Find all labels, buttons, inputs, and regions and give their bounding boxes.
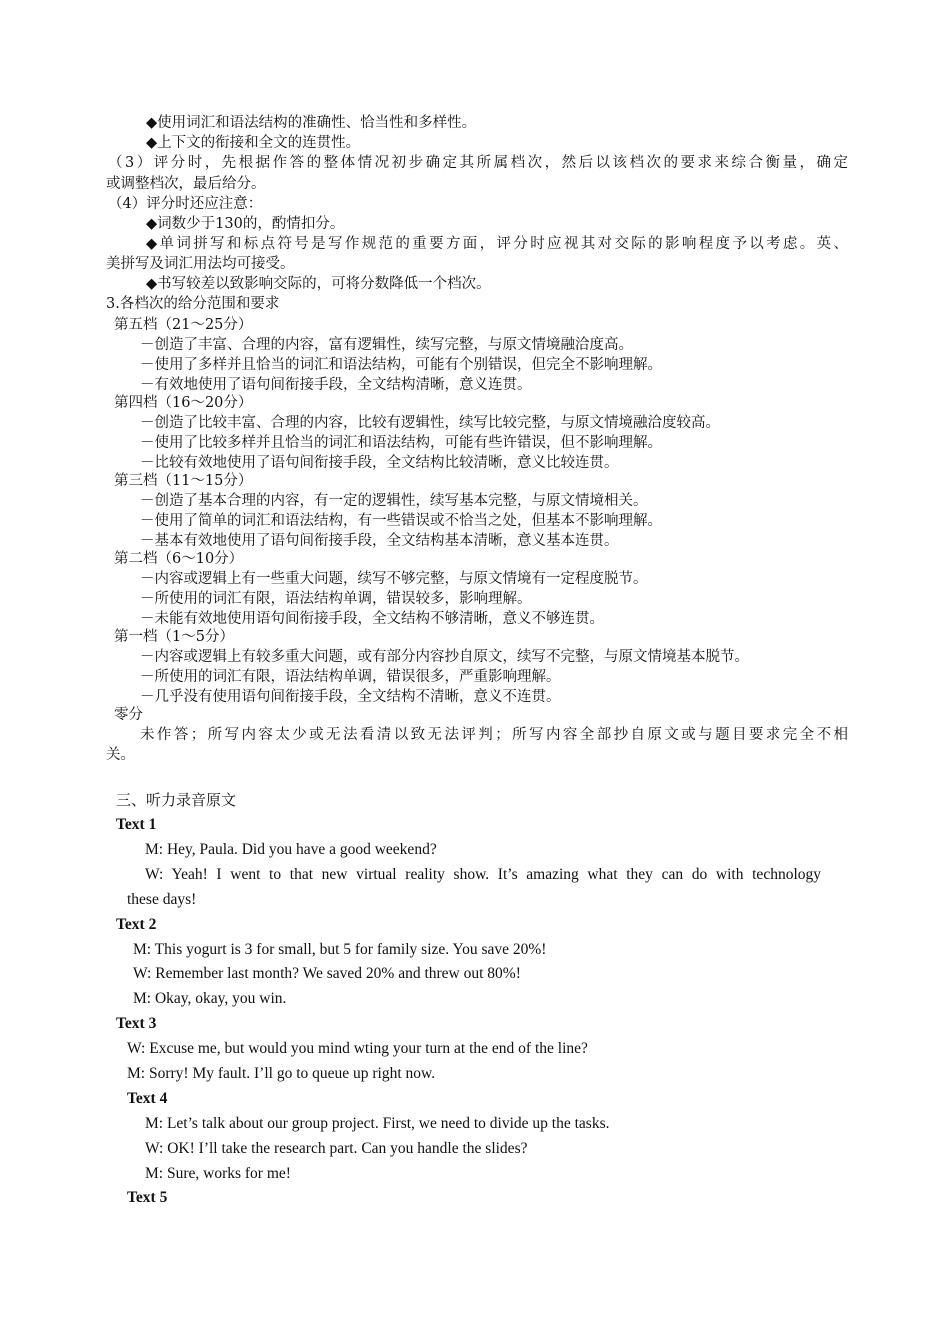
grade-item: －创造了基本合理的内容，有一定的逻辑性，续写基本完整，与原文情境相关。: [140, 493, 648, 509]
criteria-line: ◆词数少于130的，酌情扣分。: [146, 216, 345, 232]
grade-title: 第四档（16～20分）: [114, 395, 253, 411]
dialogue-line: M: This yogurt is 3 for small, but 5 for family size. You save 20%!: [133, 941, 547, 958]
listening-heading: 三、听力录音原文: [116, 791, 237, 809]
dialogue-line: W: OK! I’ll take the research part. Can you handle the slides?: [145, 1140, 528, 1157]
text-title: Text 5: [127, 1189, 168, 1206]
grades-heading: 3.各档次的给分范围和要求: [106, 296, 280, 312]
dialogue-line: W: Remember last month? We saved 20% and threw out 80%!: [133, 965, 521, 982]
grade-item: －有效地使用了语句间衔接手段，全文结构清晰，意义连贯。: [140, 377, 532, 393]
grade-item: －使用了比较多样并且恰当的词汇和语法结构，可能有些许错误，但不影响理解。: [140, 435, 662, 451]
grade-item: －未能有效地使用语句间衔接手段，全文结构不够清晰，意义不够连贯。: [140, 611, 604, 627]
grade-item: －内容或逻辑上有较多重大问题，或有部分内容抄自原文，续写不完整，与原文情境基本脱节。: [140, 649, 749, 665]
text-title: Text 3: [116, 1015, 157, 1032]
grade-item: －使用了简单的词汇和语法结构，有一些错误或不恰当之处，但基本不影响理解。: [140, 513, 662, 529]
dialogue-line: W: Excuse me, but would you mind wting your turn at the end of the line?: [127, 1040, 588, 1057]
criteria-line: ◆书写较差以致影响交际的，可将分数降低一个档次。: [146, 276, 491, 292]
dialogue-line: M: Sorry! My fault. I’ll go to queue up right now.: [127, 1065, 436, 1082]
grade-item: －所使用的词汇有限，语法结构单调，错误很多，严重影响理解。: [140, 669, 561, 685]
criteria-line: ◆上下文的衔接和全文的连贯性。: [146, 135, 361, 151]
dialogue-line: W: Yeah! I went to that new virtual reality show. It’s amazing what they can do with technology: [145, 866, 821, 883]
grade-title: 第一档（1～5分）: [114, 629, 234, 645]
criteria-line: ◆使用词汇和语法结构的准确性、恰当性和多样性。: [146, 115, 477, 131]
criteria-line: ◆单词拼写和标点符号是写作规范的重要方面，评分时应视其对交际的影响程度予以考虑。英、: [146, 236, 848, 252]
grade-title: 第五档（21～25分）: [114, 317, 253, 333]
grade-item: －创造了比较丰富、合理的内容，比较有逻辑性，续写比较完整，与原文情境融洽度较高。: [140, 415, 720, 431]
grade-item: －使用了多样并且恰当的词汇和语法结构，可能有个别错误，但完全不影响理解。: [140, 357, 662, 373]
dialogue-line: M: Hey, Paula. Did you have a good weekend?: [145, 841, 437, 858]
criteria-point-3: （3）评分时，先根据作答的整体情况初步确定其所属档次，然后以该档次的要求来综合衡量，确定: [108, 155, 848, 171]
grade-title: 零分: [114, 707, 143, 723]
grade-item: －基本有效地使用了语句间衔接手段，全文结构基本清晰，意义基本连贯。: [140, 533, 619, 549]
dialogue-line: M: Okay, okay, you win.: [133, 990, 287, 1007]
text-title: Text 2: [116, 916, 157, 933]
dialogue-line: M: Let’s talk about our group project. First, we need to divide up the tasks.: [145, 1115, 610, 1132]
criteria-point-3-cont: 或调整档次，最后给分。: [106, 176, 266, 192]
criteria-point-4: （4）评分时还应注意：: [108, 196, 263, 212]
grade-zero-text-cont: 关。: [106, 747, 135, 763]
grade-item: －内容或逻辑上有一些重大问题，续写不够完整，与原文情境有一定程度脱节。: [140, 571, 648, 587]
dialogue-line-cont: these days!: [127, 891, 197, 908]
grade-title: 第三档（11～15分）: [114, 473, 253, 489]
grade-item: －几乎没有使用语句间衔接手段，全文结构不清晰，意义不连贯。: [140, 689, 561, 705]
criteria-line-cont: 美拼写及词汇用法均可接受。: [106, 256, 295, 272]
dialogue-line: M: Sure, works for me!: [145, 1165, 291, 1182]
grade-item: －所使用的词汇有限，语法结构单调，错误较多，影响理解。: [140, 591, 532, 607]
grade-item: －创造了丰富、合理的内容，富有逻辑性，续写完整，与原文情境融洽度高。: [140, 337, 633, 353]
text-title: Text 1: [116, 816, 157, 833]
text-title: Text 4: [127, 1090, 168, 1107]
grade-item: －比较有效地使用了语句间衔接手段，全文结构比较清晰，意义比较连贯。: [140, 455, 619, 471]
grade-title: 第二档（6～10分）: [114, 551, 244, 567]
grade-zero-text: 未作答；所写内容太少或无法看清以致无法评判；所写内容全部抄自原文或与题目要求完全不相: [140, 727, 848, 743]
